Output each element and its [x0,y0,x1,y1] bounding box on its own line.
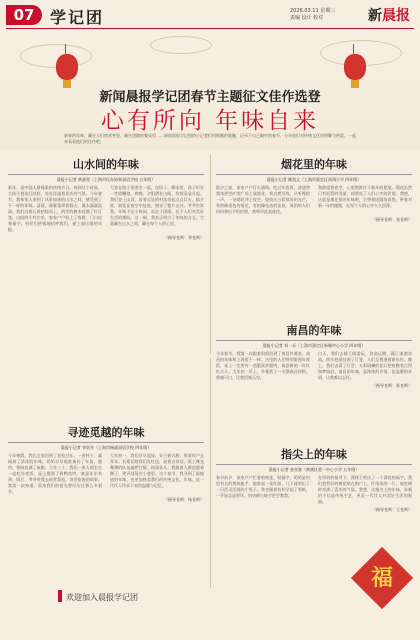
title-rule [8,174,204,175]
welcome-marker [58,590,62,602]
page-header [0,0,420,30]
article-byline: 晨报小记者 黄嘉雯（上海市民办协和双语学校 五年级） [56,177,156,182]
header-rule [6,28,414,29]
date-text: 2026.03.11 星期三 [290,8,336,14]
page-number: 07 [6,5,42,25]
article-body: 今年寒假，我们全家回到了老家过年。一进村子，就闻到了浓浓的年味。奶奶早早地准备好了年货，腊肉、香肠挂满了屋檐。大年三十，我们一家人围坐在一起吃年夜饭，桌上摆满了鸡鸭鱼肉，寓意年年有余。饭后，爷爷带我去祠堂祭祖，讲述家族的故事。我第一次知道，原来我们的祖先曾经历过那么多艰辛。 [8,453,102,494]
editor-text: 责编 设计 校对 [290,15,324,21]
title-rule [216,174,412,175]
lantern-icon [56,54,78,80]
article-body: 新年，是中国人最隆重的传统节日。每到这个时候，大街小巷张灯结彩，处处洋溢着喜庆的气氛。今年春节，我和家人来到了风景如画的山水之间，感受到了不一样的年味。清晨，薄雾笼罩着群山，溪水潺潺流淌。我们沿着石阶拾级而上，两旁的树木挂满了红灯笼。山间的小村庄里，家家户户贴上了春联，门口挂着福字。村民们热情地招呼我们，递上刚出锅的年糕。 [8,185,102,232]
banner-title: 新闻晨报学记团春节主题征文佳作选登 [99,90,321,105]
banner-intro: 新春的年味，藏在人们的欢笑里，藏在团圆的餐桌里……新闻晨报学记团的小记者们用细腻的笔触，记录下自己眼中的春节，分享他们对传统文化的理解与热爱。一起来看看他们的佳作吧。 [64,133,356,144]
article-byline: 晨报小记者 李奕舟（上海市杨浦双语学校 四年级） [60,445,152,450]
logo-left: 新 [368,8,382,24]
banner [0,30,420,150]
article-shanshui [8,156,204,416]
article-xunji [8,424,204,584]
article-title: 寻迹觅越的年味 [67,426,145,439]
article-title: 山水间的年味 [73,158,139,171]
date-line [290,8,335,22]
article-byline: 晨报小记者 金宣霖（黄浦区第一中心小学 五年级） [268,467,360,472]
article-signature: （指导老师：张老师） [372,217,412,222]
title-rule [216,340,412,341]
article-byline: 晨报小记者 刘一禾（上海市嘉定区新城中心小学 四年级） [262,343,366,348]
fu-character-decoration [351,547,413,609]
article-signature: （指导老师：王老师） [372,507,412,512]
article-body: 我仰望着夜空，心里默默许下新年的愿望。烟花虽然只有短暂的美丽，却照亮了人们心中的希望。我想，这就是烟花里的年味吧，它带着团圆的喜悦，带着对新一年的憧憬，在每个人的心中久久回荡。 [318,185,412,208]
section-title: 学记团 [50,8,105,27]
welcome-text: 欢迎加入晨报学记团 [66,593,138,602]
article-zhijian [216,446,412,556]
article-signature: （指导老师：杨老师） [164,497,204,502]
article-body: 今年春节，我第一次跟着妈妈回到了南昌外婆家。南昌的年味和上海很不一样。这里的人们特别重视年夜饭，桌上一定要有一道藜蒿炒腊肉，寓意新的一年红红火火。大年初一早上，外婆煮了一大锅南昌拌粉，香辣可口，让我回味无穷。 [216,351,310,380]
article-body: 白天，我们去滕王阁游玩，登高远眺，赣江滚滚东流。街头巷尾挂满了灯笼，人们互相道着新年好。晚上，我们去看了灯会，五彩斑斓的花灯把夜晚装点得如梦如幻。南昌的年味，是浓浓的乡情，是温暖的亲情，让我难以忘怀。 [318,351,412,380]
cloud-decoration [150,36,212,54]
article-signature: （指导老师：李老师） [164,235,204,240]
banner-slogan: 心有所向 年味自来 [100,108,320,134]
title-rule [8,442,204,443]
article-yanhua [216,156,412,316]
article-nanchang [216,322,412,440]
article-byline: 晨报小记者 姚凯文（上海市嘉定区南翔小学 四年级） [266,177,362,182]
article-title: 烟花里的年味 [281,158,347,171]
article-title: 南昌的年味 [286,324,342,337]
column-divider [210,358,211,588]
fu-char: 福 [370,565,393,591]
article-body: 在奶奶的指导下，我终于剪出了一个漂亮的福字。我们把剪好的窗花贴在窗户上，红彤彤的一片，屋里顿时充满了喜庆的气氛。我想，这指尖上的年味，承载的不仅是传统手艺，更是一代代人对美好生活的祝福。 [318,475,412,504]
article-signature: （指导老师：陈老师） [372,383,412,388]
logo-right: 晨报 [382,8,410,24]
article-body: 大年初一，我们早早起床，穿上新衣服，挨家挨户去拜年。长辈们给我们发红包，说着吉祥话。街上舞龙舞狮的队伍敲锣打鼓，热闹非凡。我跟着人群追逐着狮子，笑声回荡在小巷里。这个春节，我寻到了最地道的年味，也更加热爱我们的传统文化。年味，是一代代人传承下来的温暖与记忆。 [110,453,204,488]
lantern-icon [344,54,366,80]
article-title: 指尖上的年味 [281,448,347,461]
article-body: 春节前夕，家家户户忙着剪窗花、贴福字。奶奶是村里有名的剪纸能手，她拿起一张红纸，几下就剪出了一只活灵活现的小兔子。我也跟着奶奶学起了剪纸，一开始总是剪坏，奶奶耐心地手把手教我。 [216,475,310,498]
article-body: 除夕之夜，家家户户灯火通明。吃过年夜饭，爸爸带我来到空旷的广场上放烟花。我点燃引线，只听嗖的一声，一朵烟花冲上夜空，绽放出五彩缤纷的光芒，有的像金色的菊花，有的像坠落的流星。周围的人们纷纷拿出手机拍照，欢呼声此起彼伏。 [216,185,310,214]
newspaper-logo [368,5,414,25]
column-divider [210,154,211,354]
title-rule [216,464,412,465]
article-body: 大家在院子里围坐一起，包饺子、聊家常，孩子们在一旁放鞭炮。傍晚，夕阳洒在山间，炊烟袅袅升起。我们登上山顶，看着远处的村落亮起点点灯火。除夕夜，烟花在夜空中绽放，照亮了整片山谷。爷爷告诉我，年味不在于热闹，而在于团圆，在于人们对美好生活的期盼。这一刻，我真正明白了年味的含义，它就藏在山水之间，藏在每个人的心里。 [110,185,204,226]
